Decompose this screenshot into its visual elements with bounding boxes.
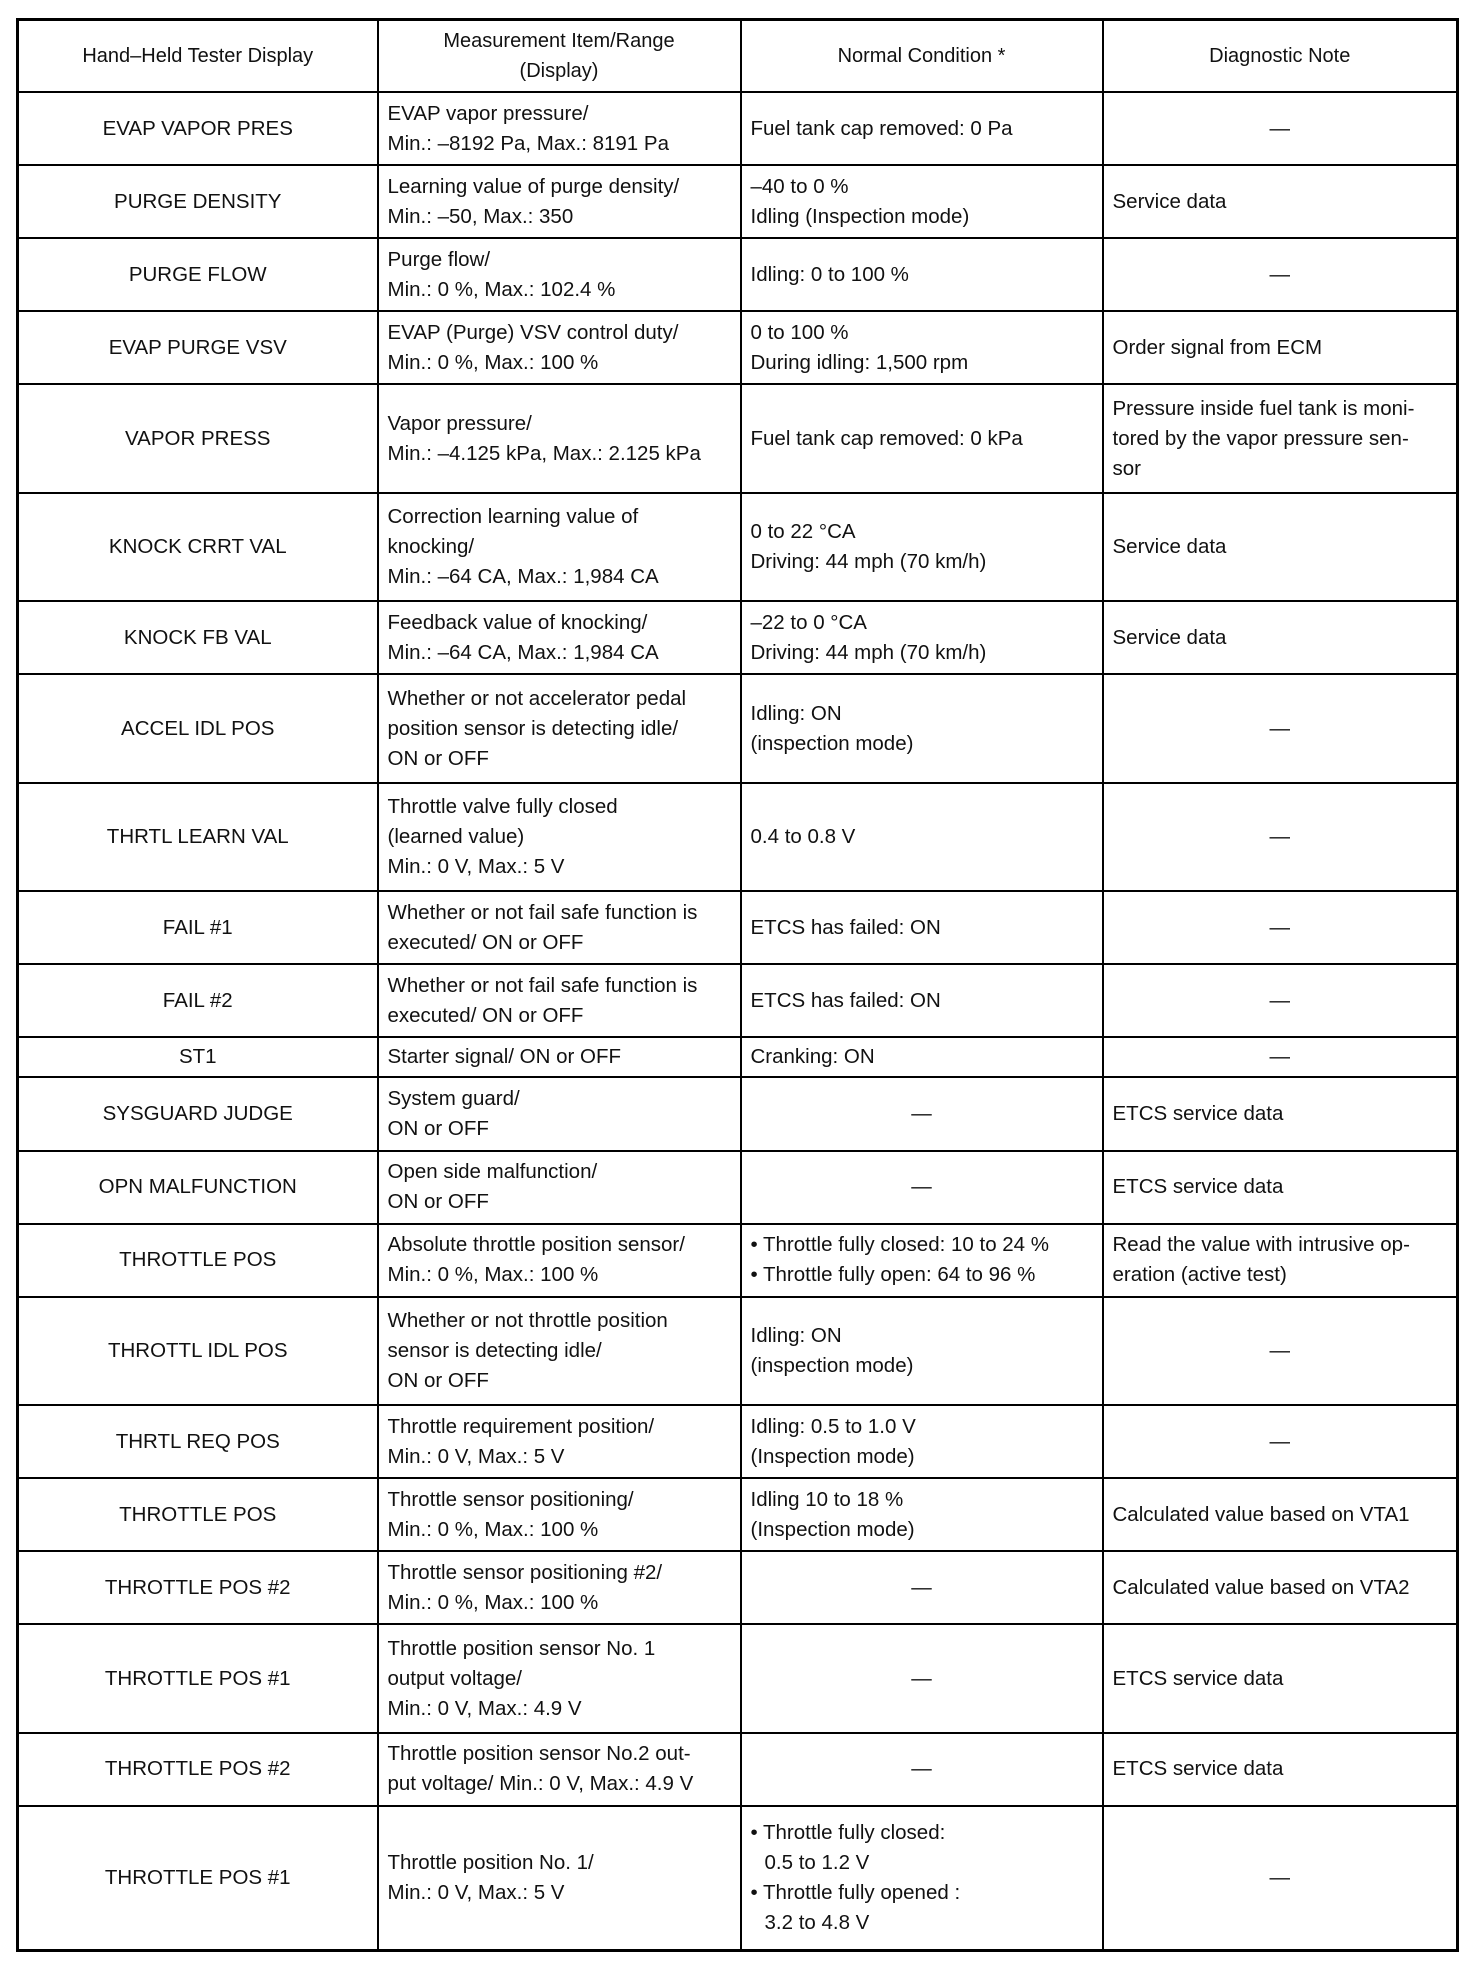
cell-line: Throttle valve fully closed [387,794,618,818]
tester-display-cell: THROTTLE POS #2 [18,1733,378,1806]
measurement-item-cell [378,1151,741,1224]
measurement-item-cell [378,311,741,384]
tester-display-cell: PURGE FLOW [18,238,378,311]
tester-display-cell: PURGE DENSITY [18,165,378,238]
cell-line: Correction learning value of [387,504,639,528]
table-row [18,1077,1458,1150]
cell-line: Learning value of purge density/ [387,174,680,198]
dash-mark: — [911,1666,932,1690]
cell-line: knocking/ [387,534,475,558]
dash-mark: — [911,1575,932,1599]
normal-condition-cell [741,1077,1103,1150]
diagnostic-note-cell [1103,1224,1458,1297]
normal-condition-cell [741,92,1103,165]
cell-line: 0.5 to 1.2 V [764,1850,870,1874]
tester-display-cell: THROTTL IDL POS [18,1297,378,1405]
tester-display-cell: FAIL #1 [18,891,378,964]
header-tester-display: Hand–Held Tester Display [18,20,378,93]
diagnostic-note-cell [1103,1037,1458,1077]
cell-line: EVAP vapor pressure/ [387,101,589,125]
dash-mark: — [911,1175,932,1199]
measurement-item-cell [378,165,741,238]
normal-condition-cell [741,238,1103,311]
cell-line: Min.: 0 %, Max.: 100 % [387,1590,599,1614]
table-row [18,674,1458,782]
cell-line: Min.: 0 V, Max.: 5 V [387,854,565,878]
diagnostic-note-cell [1103,1551,1458,1624]
cell-line: executed/ ON or OFF [387,930,584,954]
dash-mark: — [1269,262,1290,286]
cell-line: Min.: –64 CA, Max.: 1,984 CA [387,640,659,664]
tester-display-cell: ACCEL IDL POS [18,674,378,782]
normal-condition-cell [741,601,1103,674]
cell-line: ON or OFF [387,1368,489,1392]
dash-mark: — [911,1757,932,1781]
cell-line: eration (active test) [1112,1263,1287,1287]
diagnostic-note-cell [1103,92,1458,165]
tester-display-cell: THRTL REQ POS [18,1405,378,1478]
cell-line: Service data [1112,534,1227,558]
cell-line: ETCS service data [1112,1666,1284,1690]
diagnostic-note-cell [1103,311,1458,384]
cell-line: Whether or not fail safe function is [387,900,698,924]
table-row [18,384,1458,492]
measurement-item-cell [378,891,741,964]
cell-line: Driving: 44 mph (70 km/h) [750,549,987,573]
cell-line: Idling: 0.5 to 1.0 V [750,1414,916,1438]
normal-condition-cell [741,1478,1103,1551]
cell-line: Idling 10 to 18 % [750,1487,904,1511]
diagnostic-note-cell [1103,674,1458,782]
cell-line: Fuel tank cap removed: 0 Pa [750,116,1013,140]
diagnostic-note-cell [1103,964,1458,1037]
tester-display-cell: ST1 [18,1037,378,1077]
table-row [18,1297,1458,1405]
table-row [18,601,1458,674]
dash-mark: — [1269,1429,1290,1453]
dash-mark: — [1269,915,1290,939]
measurement-item-cell [378,92,741,165]
cell-line: Min.: –4.125 kPa, Max.: 2.125 kPa [387,441,701,465]
cell-line: Throttle position sensor No. 1 [387,1636,656,1660]
measurement-item-cell [378,384,741,492]
cell-line: Throttle sensor positioning #2/ [387,1560,663,1584]
measurement-item-cell [378,238,741,311]
cell-line: Min.: 0 %, Max.: 100 % [387,1517,599,1541]
table-row [18,1405,1458,1478]
cell-line: Vapor pressure/ [387,411,532,435]
cell-line: –22 to 0 °CA [750,610,867,634]
cell-line: Min.: –8192 Pa, Max.: 8191 Pa [387,131,669,155]
cell-line: position sensor is detecting idle/ [387,716,679,740]
normal-condition-cell [741,1037,1103,1077]
cell-line: output voltage/ [387,1666,522,1690]
cell-line: Fuel tank cap removed: 0 kPa [750,426,1023,450]
header-measurement-item: Measurement Item/Range (Display) [378,20,741,93]
tester-display-cell: KNOCK FB VAL [18,601,378,674]
cell-line: Throttle requirement position/ [387,1414,655,1438]
diagnostic-note-cell [1103,1624,1458,1732]
normal-condition-cell [741,783,1103,891]
cell-line: 0.4 to 0.8 V [750,824,856,848]
dash-mark: — [1269,716,1290,740]
table-row [18,1624,1458,1732]
table-row [18,1551,1458,1624]
cell-line: Service data [1112,189,1227,213]
cell-line: (Inspection mode) [750,1517,915,1541]
header-normal-condition: Normal Condition * [741,20,1103,93]
cell-line: Driving: 44 mph (70 km/h) [750,640,987,664]
cell-line: ETCS service data [1112,1175,1284,1199]
cell-line: Whether or not accelerator pedal [387,686,687,710]
tester-display-cell: VAPOR PRESS [18,384,378,492]
normal-condition-cell [741,1624,1103,1732]
table-row [18,1037,1458,1077]
cell-line: (Inspection mode) [750,1444,915,1468]
cell-line: (learned value) [387,824,525,848]
table-row [18,891,1458,964]
measurement-item-cell [378,1037,741,1077]
cell-line: Read the value with intrusive op- [1112,1233,1410,1257]
cell-line: Absolute throttle position sensor/ [387,1233,685,1257]
dash-mark: — [1269,988,1290,1012]
cell-line: put voltage/ Min.: 0 V, Max.: 4.9 V [387,1772,694,1796]
table-row [18,311,1458,384]
cell-line: ETCS service data [1112,1757,1284,1781]
normal-condition-cell [741,1733,1103,1806]
diagnostic-note-cell [1103,601,1458,674]
table-row [18,493,1458,601]
measurement-item-cell [378,1405,741,1478]
normal-condition-cell [741,1551,1103,1624]
table-row [18,964,1458,1037]
diagnostic-note-cell [1103,891,1458,964]
cell-line: sensor is detecting idle/ [387,1338,602,1362]
cell-line: ETCS has failed: ON [750,988,941,1012]
normal-condition-cell [741,384,1103,492]
cell-line: Pressure inside fuel tank is moni- [1112,396,1415,420]
normal-condition-cell [741,1297,1103,1405]
header-row [18,20,1458,93]
cell-line: EVAP (Purge) VSV control duty/ [387,320,679,344]
table-row [18,1806,1458,1951]
normal-condition-cell [741,964,1103,1037]
dash-mark: — [1269,1045,1290,1069]
diagnostic-note-cell [1103,1297,1458,1405]
cell-line: Min.: –50, Max.: 350 [387,204,574,228]
measurement-item-cell [378,1478,741,1551]
measurement-item-cell [378,1733,741,1806]
header-diagnostic-note: Diagnostic Note [1103,20,1458,93]
cell-line: Idling (Inspection mode) [750,204,970,228]
cell-line: Min.: 0 %, Max.: 102.4 % [387,277,616,301]
tester-display-cell: THROTTLE POS [18,1224,378,1297]
tester-display-cell: FAIL #2 [18,964,378,1037]
diagnostic-note-cell [1103,1733,1458,1806]
dash-mark: — [1269,116,1290,140]
diagnostic-note-cell [1103,783,1458,891]
table-row [18,1224,1458,1297]
tester-display-cell: KNOCK CRRT VAL [18,493,378,601]
dash-mark: — [911,1101,932,1125]
measurement-item-cell [378,493,741,601]
cell-line: Min.: 0 %, Max.: 100 % [387,1263,599,1287]
diagnostic-note-cell [1103,493,1458,601]
cell-line: Cranking: ON [750,1045,875,1069]
cell-line: (inspection mode) [750,731,914,755]
cell-line: Starter signal/ ON or OFF [387,1045,622,1069]
table-row [18,92,1458,165]
measurement-item-cell [378,783,741,891]
cell-line: • Throttle fully open: 64 to 96 % [750,1263,1036,1287]
cell-line: Min.: –64 CA, Max.: 1,984 CA [387,564,659,588]
diagnostic-note-cell [1103,1478,1458,1551]
measurement-item-cell [378,1551,741,1624]
normal-condition-cell [741,1405,1103,1478]
cell-line: (inspection mode) [750,1353,914,1377]
tester-display-cell: THROTTLE POS #2 [18,1551,378,1624]
measurement-item-cell [378,1077,741,1150]
cell-line: Min.: 0 V, Max.: 4.9 V [387,1696,582,1720]
dash-mark: — [1269,824,1290,848]
cell-line: System guard/ [387,1086,520,1110]
cell-line: 0 to 100 % [750,320,849,344]
cell-line: ETCS service data [1112,1101,1284,1125]
measurement-item-cell [378,674,741,782]
cell-line: sor [1112,456,1141,480]
cell-line: Idling: ON [750,701,842,725]
cell-line: Idling: ON [750,1323,842,1347]
cell-line: Calculated value based on VTA2 [1112,1575,1410,1599]
measurement-item-cell [378,1624,741,1732]
dash-mark: — [1269,1865,1290,1889]
cell-line: ON or OFF [387,1116,489,1140]
cell-line: Open side malfunction/ [387,1160,598,1184]
cell-line: Whether or not fail safe function is [387,973,698,997]
cell-line: Order signal from ECM [1112,335,1323,359]
tester-display-cell: EVAP PURGE VSV [18,311,378,384]
cell-line: • Throttle fully opened : [750,1880,961,1904]
data-list-table [16,18,1459,1952]
table-row [18,165,1458,238]
cell-line: Whether or not throttle position [387,1308,668,1332]
diagnostic-note-cell [1103,238,1458,311]
cell-line: 3.2 to 4.8 V [764,1910,870,1934]
cell-line: 0 to 22 °CA [750,519,856,543]
cell-line: ETCS has failed: ON [750,915,941,939]
cell-line: Throttle position sensor No.2 out- [387,1742,691,1766]
cell-line: Min.: 0 V, Max.: 5 V [387,1444,565,1468]
cell-line: Calculated value based on VTA1 [1112,1502,1410,1526]
table-row [18,1478,1458,1551]
cell-line: executed/ ON or OFF [387,1003,584,1027]
measurement-item-cell [378,964,741,1037]
normal-condition-cell [741,1151,1103,1224]
normal-condition-cell [741,1806,1103,1951]
cell-line: • Throttle fully closed: [750,1820,946,1844]
diagnostic-note-cell [1103,384,1458,492]
measurement-item-cell [378,601,741,674]
measurement-item-cell [378,1806,741,1951]
cell-line: • Throttle fully closed: 10 to 24 % [750,1233,1050,1257]
diagnostic-note-cell [1103,1806,1458,1951]
cell-line: Feedback value of knocking/ [387,610,648,634]
cell-line: –40 to 0 % [750,174,849,198]
diagnostic-note-cell [1103,1405,1458,1478]
dash-mark: — [1269,1338,1290,1362]
measurement-item-cell [378,1297,741,1405]
cell-line: ON or OFF [387,746,489,770]
tester-display-cell: SYSGUARD JUDGE [18,1077,378,1150]
cell-line: ON or OFF [387,1190,489,1214]
measurement-item-cell [378,1224,741,1297]
cell-line: Idling: 0 to 100 % [750,262,909,286]
tester-display-cell: OPN MALFUNCTION [18,1151,378,1224]
normal-condition-cell [741,311,1103,384]
cell-line: tored by the vapor pressure sen- [1112,426,1409,450]
cell-line: During idling: 1,500 rpm [750,350,969,374]
cell-line: Min.: 0 V, Max.: 5 V [387,1880,565,1904]
tester-display-cell: THROTTLE POS #1 [18,1624,378,1732]
table-row [18,783,1458,891]
diagnostic-note-cell [1103,1151,1458,1224]
normal-condition-cell [741,891,1103,964]
normal-condition-cell [741,493,1103,601]
cell-line: Throttle sensor positioning/ [387,1487,634,1511]
cell-line: Purge flow/ [387,247,491,271]
normal-condition-cell [741,674,1103,782]
cell-line: Service data [1112,625,1227,649]
diagnostic-note-cell [1103,1077,1458,1150]
table-row [18,1733,1458,1806]
tester-display-cell: THROTTLE POS [18,1478,378,1551]
cell-line: Throttle position No. 1/ [387,1850,594,1874]
normal-condition-cell [741,165,1103,238]
table-row [18,1151,1458,1224]
tester-display-cell: THRTL LEARN VAL [18,783,378,891]
normal-condition-cell [741,1224,1103,1297]
cell-line: Min.: 0 %, Max.: 100 % [387,350,599,374]
tester-display-cell: THROTTLE POS #1 [18,1806,378,1951]
diagnostic-note-cell [1103,165,1458,238]
tester-display-cell: EVAP VAPOR PRES [18,92,378,165]
table-row [18,238,1458,311]
